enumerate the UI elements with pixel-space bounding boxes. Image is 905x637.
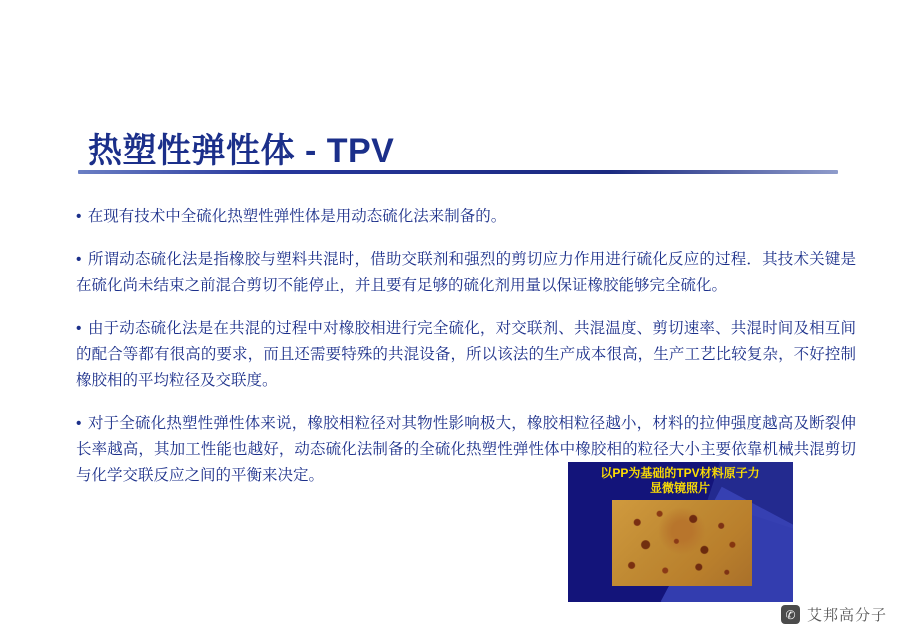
- paragraph-text: 所谓动态硫化法是指橡胶与塑料共混时，借助交联剂和强烈的剪切应力作用进行硫化反应的过程．其技术关键是在硫化尚未结束之前混合剪切不能停止，并且要有足够的硫化剂用量以保证橡胶能够完全硫化。: [76, 250, 856, 294]
- paragraph-text: 由于动态硫化法是在共混的过程中对橡胶相进行完全硫化，对交联剂、共混温度、剪切速率、共混时间及相互间的配合等都有很高的要求，而且还需要特殊的共混设备，所以该法的生产成本很高，生产工艺比较复杂，不好控制橡胶相的平均粒径及交联度。: [76, 319, 856, 389]
- bullet-marker: •: [76, 250, 82, 268]
- bullet-paragraph-1: [76, 204, 856, 230]
- paragraph-text: 对于全硫化热塑性弹性体来说，橡胶相粒径对其物性影响极大，橡胶相粒径越小，材料的拉伸强度越高及断裂伸长率越高，其加工性能也越好，动态硫化法制备的全硫化热塑性弹性体中橡胶相的粒径大小主要依靠机械共混剪切与化学交联反应之间的平衡来决定。: [76, 414, 856, 484]
- bullet-marker: •: [76, 319, 82, 337]
- wechat-icon: ✆: [781, 605, 800, 624]
- figure-caption-line1: 以PP为基础的TPV材料原子力: [600, 466, 760, 480]
- watermark-label: 艾邦高分子: [806, 607, 887, 624]
- bullet-paragraph-3: [76, 316, 856, 394]
- slide-body: [76, 188, 856, 506]
- figure-caption-line2: 显微镜照片: [649, 481, 710, 495]
- paragraph-text: 在现有技术中全硫化热塑性弹性体是用动态硫化法来制备的。: [87, 207, 507, 225]
- bullet-marker: •: [76, 414, 82, 432]
- bullet-marker: •: [76, 207, 82, 225]
- page-title: 热塑性弹性体 - TPV: [88, 131, 395, 170]
- bullet-paragraph-2: [76, 247, 856, 299]
- afm-figure: [568, 462, 793, 602]
- watermark: [781, 604, 887, 625]
- title-divider: [78, 170, 838, 174]
- afm-micrograph-image: [612, 500, 752, 586]
- figure-caption: [582, 466, 778, 496]
